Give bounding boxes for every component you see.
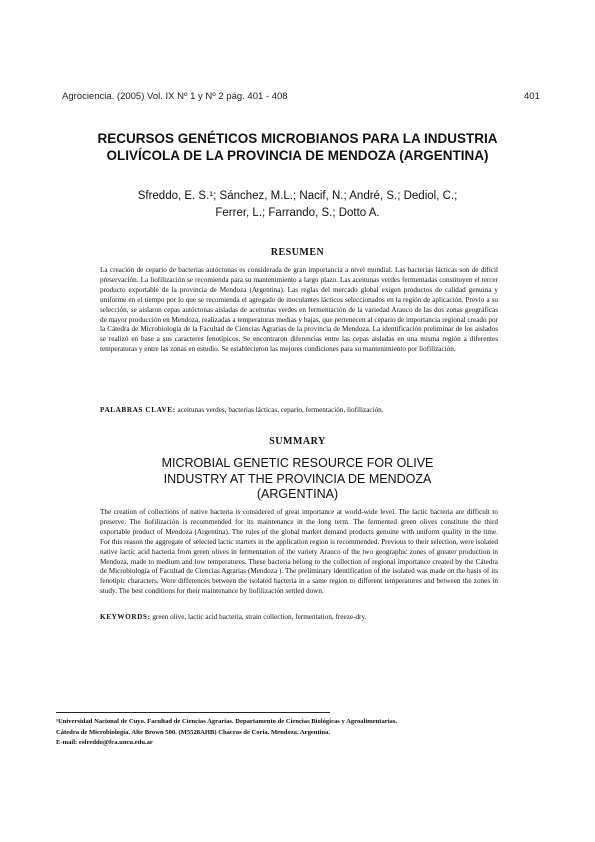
authors-line-1: Sfreddo, E. S.¹; Sánchez, M.L.; Nacif, N.; André, S.; Dediol, C.;	[137, 190, 458, 202]
english-title-line-3: (ARGENTINA)	[256, 487, 339, 501]
summary-abstract: The creation of collections of native bacteria is considered of great importance at world-wide level. The lactic bacteria are difficult to preserve. The liofilización is recommended for its maintenance in the long term. The fermented green olives constitute the third exportable product of Mendoza (Argentina). The rules of the global market demand products genuine with uniform quality in the time. For this reason the aggregate of selected lactic starters in the application region is recommended. Previous to their selection, were isolated native lactic acid bacteria from green olives in fermentation of the variety Arauco of the two geographic zones of greater production in Mendoza, made to medium and low temperatures. These bacteria belong to the collection of regional importance created by the Cátedra de Microbiología of Facultad de Ciencias Agrarias (Mendoza ). The preliminary identification of the isolated was made on the basis of its fenotípic characters. Were differences between the isolated bacteria in a same region to different temperatures and between the zones in study. The best conditions for their maintenance by liofilización settled down.	[100, 508, 498, 596]
author-list	[60, 188, 535, 222]
resumen-abstract: La creación de cepario de bacterias autóctonas es considerada de gran importancia a nivel mundial. Las bacterias lácticas son de difícil preservación. La liofilización se recomienda para su mantenimiento a largo plazo. Las aceitunas verdes fermentadas constituyen el tercer producto exportable de la provincia de Mendoza (Argentina). Las reglas del mercado global exigen productos de calidad genuina y uniforme en el tiempo por lo que se recomienda el agregado de inoculantes lácticos seleccionados en la región de aplicación. Previo a su selección, se aislaron cepas autóctonas aisladas de aceitunas verdes en fermentación de la variedad Arauco de las dos zonas geográficas de mayor producción en Mendoza, realizadas a temperaturas medias y bajas, que pertenecen al cepario de importancia regional creado por la Cátedra de Microbiología de la Facultad de Ciencias Agrarias de la provincia de Mendoza. La identificación preliminar de los aislados se realizó en base a sus caracteres fenotípicos. Se encontraron diferencias entre las cepas aisladas en una misma región a diferentes temperaturas y entre las zonas en estudio. Se establecieron las mejores condiciones para su mantenimiento por liofilización.	[100, 266, 498, 354]
palabras-clave-list: aceitunas verdes, bacterias lácticas, cepario, fermentación, liofilización.	[175, 406, 384, 414]
title-line-2: OLIVÍCOLA DE LA PROVINCIA DE MENDOZA (ARGENTINA)	[106, 148, 489, 163]
english-title-line-1: MICROBIAL GENETIC RESOURCE FOR OLIVE	[161, 456, 434, 470]
keywords-label: KEYWORDS:	[100, 613, 151, 621]
resumen-heading: RESUMEN	[270, 247, 325, 258]
paper-title	[60, 130, 535, 164]
keywords-list: green olive, lactic acid bacteria, strain collection, fermentation, freeze-dry.	[150, 613, 367, 621]
footnote-email: E-mail: esfreddo@fca.uncu.edu.ar	[56, 739, 153, 746]
palabras-clave	[100, 406, 498, 416]
footnote-line-1: ¹Universidad Nacional de Cuyo. Facultad de Ciencias Agrarias. Departamento de Ciencias Biológicas y Agroalimentarias.	[56, 718, 398, 725]
english-title	[60, 456, 535, 503]
title-line-1: RECURSOS GENÉTICOS MICROBIANOS PARA LA INDUSTRIA	[97, 131, 498, 146]
palabras-clave-label: PALABRAS CLAVE:	[100, 406, 176, 414]
affiliation-footnote	[56, 717, 496, 749]
footnote-divider	[56, 712, 330, 713]
keywords	[100, 613, 498, 623]
summary-heading: SUMMARY	[269, 436, 326, 447]
footnote-line-2: Cátedra de Microbiología. Alte Brown 500. (M5528AHB) Chacras de Coria. Mendoza. Argentina.	[56, 728, 331, 736]
journal-citation: Agrociencia. (2005) Vol. IX Nº 1 y Nº 2 pág. 401 - 408	[62, 91, 288, 102]
page-number: 401	[524, 91, 540, 102]
english-title-line-2: INDUSTRY AT THE PROVINCIA DE MENDOZA	[163, 471, 432, 486]
authors-line-2: Ferrer, L.; Farrando, S.; Dotto A.	[215, 207, 380, 219]
